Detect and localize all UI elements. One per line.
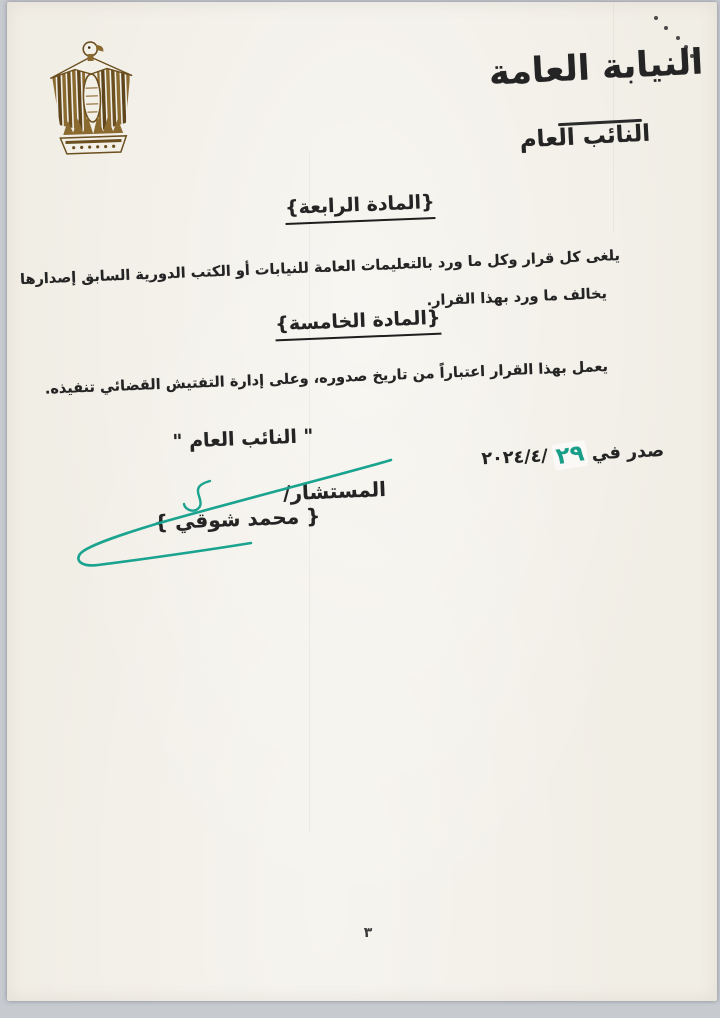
printed-month-year: ٢٠٢٤/٤/ xyxy=(481,446,549,470)
perforation-dot xyxy=(654,16,658,20)
article-four-line-2: يخالف ما ورد بهذا القرار. xyxy=(426,286,608,310)
article-five-heading: {المادة الخامسة} xyxy=(275,307,441,342)
letterhead-calligraphy: النيابة العامة xyxy=(487,42,705,94)
letterhead-subtitle: النائب العام xyxy=(519,120,651,154)
signature-ink-icon xyxy=(68,444,410,576)
signer-rank: المستشار/ xyxy=(282,477,387,506)
article-four-line-1: يلغى كل قرار وكل ما ورد بالتعليمات العامة للنيابات أو الكتب الدورية السابق إصدارها xyxy=(19,248,621,289)
signer-title: " النائب العام " xyxy=(172,425,314,453)
handwritten-day: ٢٩ xyxy=(551,440,589,471)
page-number: ٣ xyxy=(363,925,373,941)
issued-on-label: صدر في xyxy=(591,441,665,465)
signer-name: { محمد شوقي } xyxy=(153,503,321,535)
perforation-dot xyxy=(664,26,668,30)
article-four-heading: {المادة الرابعة} xyxy=(285,191,436,225)
article-five-line-1: يعمل بهذا القرار اعتباراً من تاريخ صدوره، وعلى إدارة التفتيش القضائي تنفيذه. xyxy=(44,359,609,398)
perforation-dot xyxy=(676,36,680,40)
egypt-eagle-emblem-icon xyxy=(44,34,140,163)
paper-crease xyxy=(613,2,614,232)
